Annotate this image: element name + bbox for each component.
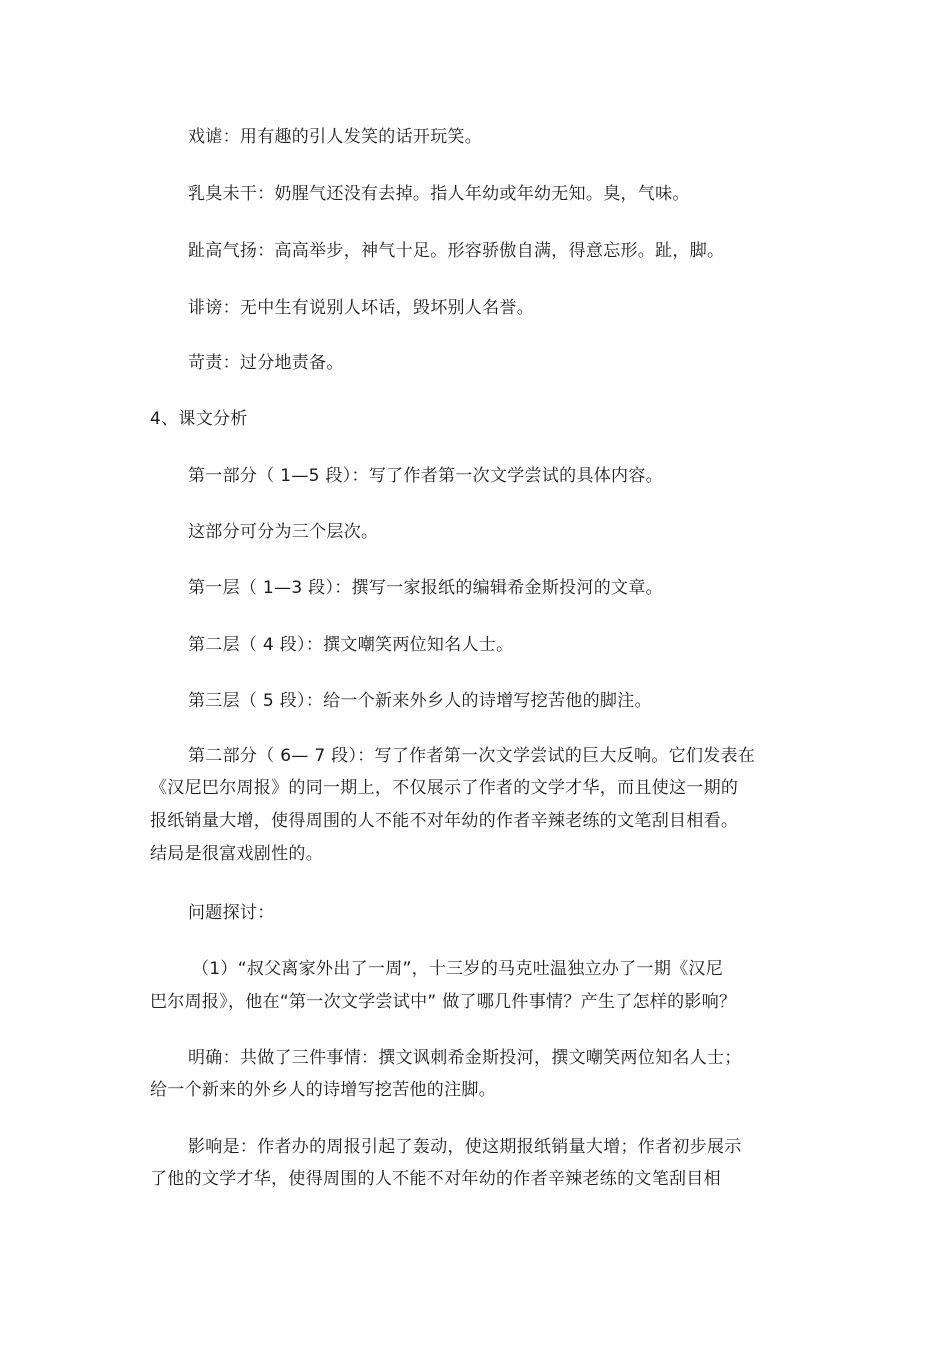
vocab-item-1: 戏谑：用有趣的引人发笑的话开玩笑。 (188, 127, 483, 147)
section-heading: 4、课文分析 (150, 409, 248, 429)
part1-note: 这部分可分为三个层次。 (188, 522, 379, 542)
answer-line-2: 给一个新来的外乡人的诗增写挖苦他的注脚。 (150, 1080, 496, 1100)
vocab-item-3: 趾高气扬：高高举步，神气十足。形容骄傲自满，得意忘形。趾，脚。 (188, 241, 725, 261)
vocab-item-4: 诽谤：无中生有说别人坏话，毁坏别人名誉。 (188, 298, 534, 318)
vocab-item-2: 乳臭未干：奶腥气还没有去掉。指人年幼或年幼无知。臭，气味。 (188, 184, 690, 204)
part2-line-4: 结局是很富戏剧性的。 (150, 844, 323, 864)
layer2: 第二层（ 4 段）：撰文嘲笑两位知名人士。 (188, 635, 514, 655)
answer-line-1: 明确：共做了三件事情：撰文讽刺希金斯投河，撰文嘲笑两位知名人士； (188, 1048, 742, 1068)
part2-line-3: 报纸销量大增，使得周围的人不能不对年幼的作者辛辣老练的文笔刮目相看。 (150, 811, 739, 831)
impact-line-1: 影响是：作者办的周报引起了轰动，使这期报纸销量大增；作者初步展示 (188, 1137, 742, 1157)
question1-line-1: （1）“叔父离家外出了一周”，十三岁的马克吐温独立办了一期《汉尼 (192, 959, 724, 979)
layer1: 第一层（ 1—3 段）：撰写一家报纸的编辑希金斯投河的文章。 (188, 578, 663, 598)
impact-line-2: 了他的文学才华，使得周围的人不能不对年幼的作者辛辣老练的文笔刮目相 (150, 1169, 721, 1189)
vocab-item-5: 苛责：过分地责备。 (188, 353, 344, 373)
question1-line-2: 巴尔周报》，他在“第一次文学尝试中” 做了哪几件事情？产生了怎样的影响？ (150, 992, 737, 1012)
part1-summary: 第一部分（ 1—5 段）：写了作者第一次文学尝试的具体内容。 (188, 466, 663, 486)
layer3: 第三层（ 5 段）：给一个新来外乡人的诗增写挖苦他的脚注。 (188, 691, 652, 711)
discussion-heading: 问题探讨： (188, 903, 275, 923)
part2-line-1: 第二部分（ 6— 7 段）：写了作者第一次文学尝试的巨大反响。它们发表在 (188, 746, 756, 766)
part2-line-2: 《汉尼巴尔周报》的同一期上，不仅展示了作者的文学才华，而且使这一期的 (150, 778, 739, 798)
